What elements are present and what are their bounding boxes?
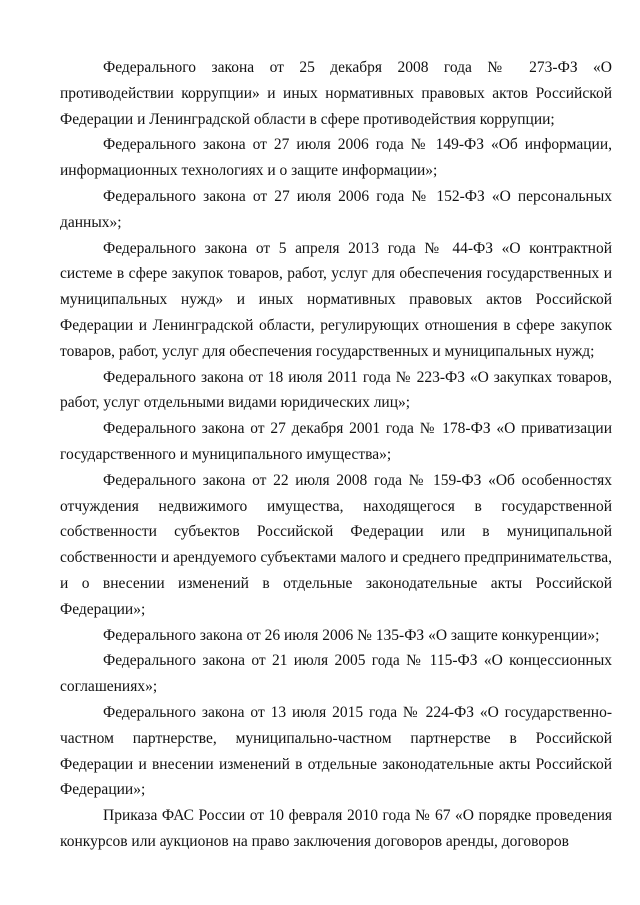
paragraph-135-fz: Федерального закона от 26 июля 2006 № 135-ФЗ «О защите конкуренции»; — [103, 626, 600, 644]
paragraph-273-fz: Федерального закона от 25 декабря 2008 года № 273-ФЗ «О противодействии коррупции» и иных нормативных правовых актов Российской Федерации и Ленинградской области в сфере противодействия коррупции; — [60, 59, 612, 128]
paragraph-152-fz: Федерального закона от 27 июля 2006 года № 152-ФЗ «О персональных данных»; — [60, 187, 612, 231]
paragraph-115-fz: Федерального закона от 21 июля 2005 года № 115-ФЗ «О концессионных соглашениях»; — [60, 652, 612, 696]
paragraph-149-fz: Федерального закона от 27 июля 2006 года № 149-ФЗ «Об информации, информационных технологиях и о защите информации»; — [60, 136, 612, 180]
paragraph-224-fz: Федерального закона от 13 июля 2015 года № 224-ФЗ «О государственно-частном партнерстве, муниципально-частном партнерстве в Российской Федерации и внесении изменений в отдельные законодательные акты Российской Федерации»; — [60, 703, 612, 799]
paragraph-178-fz: Федерального закона от 27 декабря 2001 года № 178-ФЗ «О приватизации государственного и муниципального имущества»; — [60, 420, 612, 463]
paragraph-44-fz: Федерального закона от 5 апреля 2013 года № 44-ФЗ «О контрактной системе в сфере закупок товаров, работ, услуг для обеспечения государственных и муниципальных нужд» и иных нормативных правовых актов Российской Федерации и Ленинградской области, регулирующих отношения в сфере закупок товаров, работ, услуг для обеспечения государственных и муниципальных нужд; — [60, 239, 612, 360]
paragraph-223-fz: Федерального закона от 18 июля 2011 года № 223-ФЗ «О закупках товаров, работ, услуг отдельными видами юридических лиц»; — [60, 368, 612, 412]
document-page — [60, 55, 612, 855]
paragraph-159-fz: Федерального закона от 22 июля 2008 года № 159-ФЗ «Об особенностях отчуждения недвижимого имущества, находящегося в государственной собственности субъектов Российской Федерации или в муниципальной собственности и арендуемого субъектами малого и среднего предпринимательства, и о внесении изменений в отдельные законодательные акты Российской Федерации»; — [60, 471, 612, 618]
paragraph-fas-order-67: Приказа ФАС России от 10 февраля 2010 года № 67 «О порядке проведения конкурсов или аукционов на право заключения договоров аренды, договоров — [60, 807, 612, 850]
